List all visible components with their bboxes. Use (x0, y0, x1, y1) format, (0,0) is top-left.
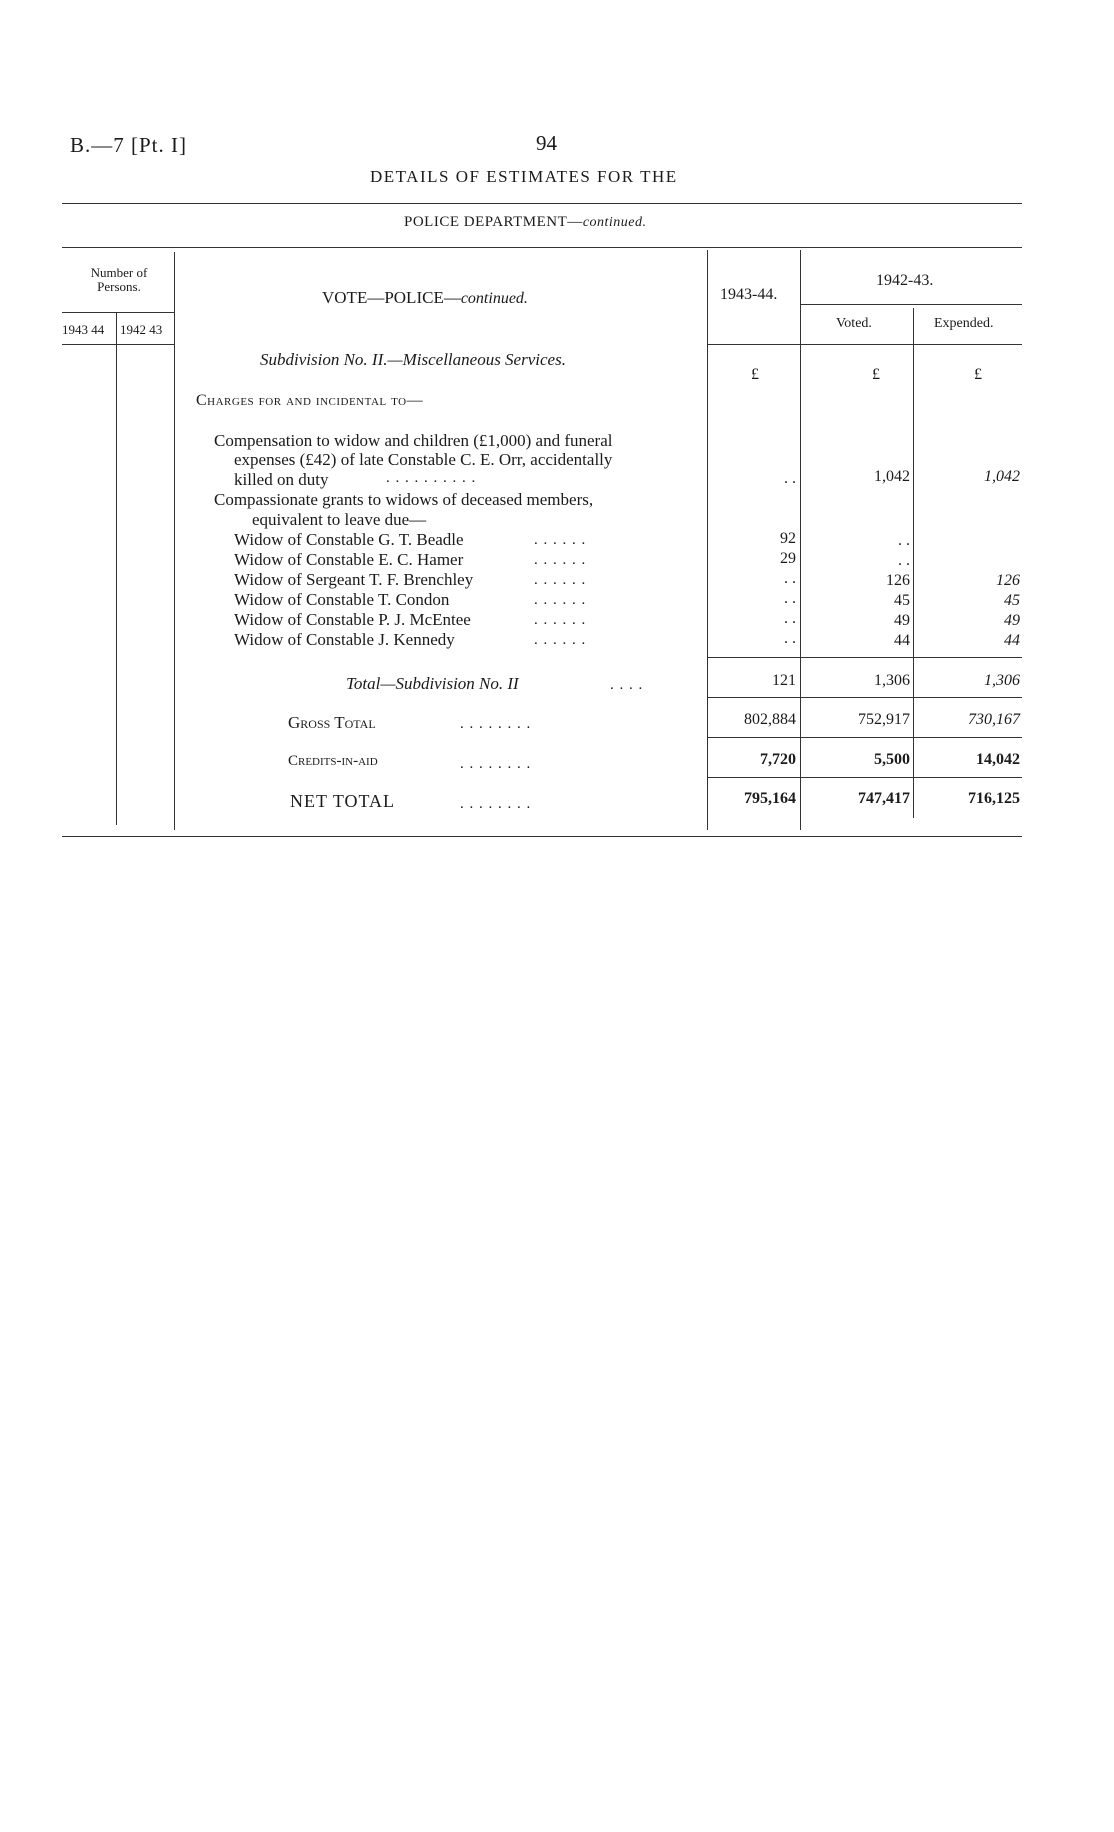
compensation-line-1: Compensation to widow and children (£1,000) and funeral (214, 431, 613, 450)
department-name: POLICE DEPARTMENT— (404, 214, 583, 230)
subdivision-heading: Subdivision No. II.—Miscellaneous Services. (260, 350, 566, 369)
currency-1943-44: £ (751, 366, 759, 383)
net-total-label: NET TOTAL (290, 791, 396, 811)
gross-total-1943-44: 802,884 (744, 711, 796, 728)
credits-in-aid-expended: 14,042 (976, 751, 1020, 768)
credits-bottom-rule (707, 777, 1022, 778)
credits-in-aid-1943-44: 7,720 (760, 751, 796, 768)
persons-year-1942: 1942 43 (120, 322, 163, 337)
grants-heading-line-2: equivalent to leave due— (252, 510, 427, 529)
column-header-1942-43: 1942-43. (876, 272, 934, 289)
gross-total-expended: 730,167 (968, 711, 1020, 728)
grant-row-voted: 45 (894, 592, 910, 609)
amount-header-bottom-rule (707, 344, 1022, 345)
grant-row-label: Widow of Constable E. C. Hamer (234, 550, 464, 569)
grant-row-1943-44: 29 (780, 550, 796, 567)
grant-row-leader-dots: . . . . . . (534, 552, 587, 568)
currency-voted: £ (872, 366, 880, 383)
grant-row-label: Widow of Constable P. J. McEntee (234, 610, 471, 629)
gross-total-voted: 752,917 (858, 711, 910, 728)
grant-row-leader-dots: . . . . . . (534, 532, 587, 548)
table-bottom-rule (62, 836, 1022, 837)
grant-row-label: Widow of Constable J. Kennedy (234, 630, 455, 649)
page-title: DETAILS OF ESTIMATES FOR THE (370, 167, 678, 186)
persons-divider (116, 313, 117, 825)
net-total-expended: 716,125 (968, 790, 1020, 807)
compensation-voted: 1,042 (874, 468, 910, 485)
compensation-leader-dots: . . . . . . . . . . (386, 470, 477, 486)
column-header-expended: Expended. (934, 316, 994, 331)
persons-right-rule (174, 252, 175, 830)
subtotal-label: Total—Subdivision No. II (346, 674, 519, 693)
col-expended-left-rule (913, 308, 914, 818)
grant-row-label: Widow of Constable T. Condon (234, 590, 450, 609)
document-reference: B.—7 [Pt. I] (70, 133, 187, 157)
grant-row-1943-44: 92 (780, 530, 796, 547)
grant-row-voted: 44 (894, 632, 910, 649)
net-total-leader-dots: . . . . . . . . (460, 796, 532, 812)
grant-row-expended: 126 (996, 572, 1020, 589)
gross-total-bottom-rule (707, 737, 1022, 738)
grant-row-voted: 126 (886, 572, 910, 589)
compensation-line-3: killed on duty (234, 470, 329, 489)
grant-row-1943-44: . . (784, 630, 796, 647)
grant-row-expended: 44 (1004, 632, 1020, 649)
department-suffix: continued. (582, 215, 647, 230)
persons-year-1943: 1943 44 (62, 322, 105, 337)
grant-row-expended: 49 (1004, 612, 1020, 629)
gross-total-leader-dots: . . . . . . . . (460, 716, 532, 732)
page-number: 94 (536, 131, 557, 155)
gross-total-label: Gross Total (288, 713, 376, 732)
grant-row-leader-dots: . . . . . . (534, 592, 587, 608)
grant-row-label: Widow of Constable G. T. Beadle (234, 530, 464, 549)
credits-in-aid-voted: 5,500 (874, 751, 910, 768)
currency-expended: £ (974, 366, 982, 383)
grant-row-voted: . . (898, 552, 910, 569)
grant-row-expended: 45 (1004, 592, 1020, 609)
grant-row-leader-dots: . . . . . . (534, 572, 587, 588)
charges-heading: Charges for and incidental to— (196, 392, 424, 409)
department-heading (404, 214, 647, 231)
table-top-rule (62, 247, 1022, 248)
header-bottom-rule (62, 344, 174, 345)
vote-title (322, 288, 528, 308)
title-rule (62, 203, 1022, 204)
subtotal-top-rule (707, 657, 1022, 658)
grant-row-voted: . . (898, 532, 910, 549)
grant-row-1943-44: . . (784, 590, 796, 607)
grant-row-leader-dots: . . . . . . (534, 612, 587, 628)
compensation-expended: 1,042 (984, 468, 1020, 485)
persons-header-rule (62, 312, 174, 313)
credits-in-aid-label: Credits-in-aid (288, 753, 378, 769)
subtotal-1943-44: 121 (772, 672, 796, 689)
compensation-line-2: expenses (£42) of late Constable C. E. Orr, accidentally (234, 450, 613, 469)
vote-title-suffix: continued. (460, 290, 528, 307)
subtotal-leader-dots: . . . . (610, 677, 644, 693)
year-subheader-rule (800, 304, 1022, 305)
grant-row-label: Widow of Sergeant T. F. Brenchley (234, 570, 474, 589)
subtotal-voted: 1,306 (874, 672, 910, 689)
grant-row-leader-dots: . . . . . . (534, 632, 587, 648)
subtotal-bottom-rule (707, 697, 1022, 698)
compensation-1943-44: . . (784, 470, 796, 487)
grant-row-voted: 49 (894, 612, 910, 629)
grants-heading-line-1: Compassionate grants to widows of deceased members, (214, 490, 594, 509)
column-header-voted: Voted. (836, 316, 872, 331)
number-of-persons-label: Number of Persons. (90, 265, 148, 294)
credits-in-aid-leader-dots: . . . . . . . . (460, 756, 532, 772)
column-header-1943-44: 1943-44. (720, 286, 778, 303)
net-total-voted: 747,417 (858, 790, 910, 807)
net-total-1943-44: 795,164 (744, 790, 796, 807)
vote-title-main: VOTE—POLICE— (322, 288, 461, 307)
grant-row-1943-44: . . (784, 610, 796, 627)
subtotal-expended: 1,306 (984, 672, 1020, 689)
grant-row-1943-44: . . (784, 570, 796, 587)
